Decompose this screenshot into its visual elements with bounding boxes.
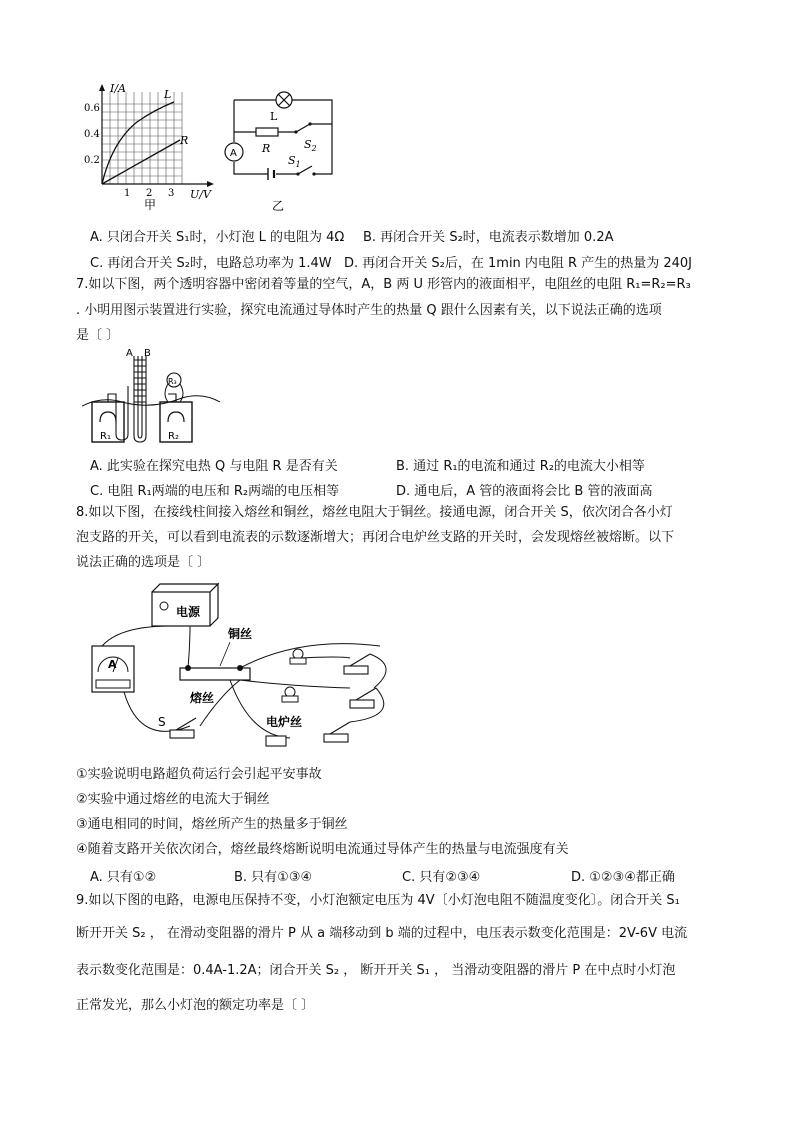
joule-heat-apparatus-figure (82, 346, 222, 446)
graph-xtick-1: 1 (124, 188, 131, 199)
q8-statement-1: ①实验说明电路超负荷运行会引起平安事故 (76, 767, 322, 782)
tube-b-label: B (144, 348, 151, 359)
resistor-label: R (262, 142, 271, 155)
q8-statement-2: ②实验中通过熔丝的电流大于铜丝 (76, 792, 270, 807)
q9-stem-line2: 断开开关 S₂ ， 在滑动变阻器的滑片 P 从 a 端移动到 b 端的过程中，电压表示数变化范围是：2V-6V 电流 (76, 926, 688, 941)
q8-option-c[interactable]: C. 只有②③④ (402, 870, 481, 885)
q8-stem-line2: 泡支路的开关，可以看到电流表的示数逐渐增大；再闭合电炉丝支路的开关时，会发现熔丝被熔断。以下 (76, 530, 675, 545)
q6-option-c[interactable]: C. 再闭合开关 S₂时，电路总功率为 1.4W (90, 256, 332, 271)
graph-ytick-0.4: 0.4 (84, 129, 100, 140)
q7-option-b[interactable]: B. 通过 R₁的电流和通过 R₂的电流大小相等 (396, 459, 645, 474)
graph-curve-l-label: L (164, 88, 172, 101)
graph-xlabel: U/V (190, 188, 211, 201)
lamp-label: L (270, 110, 278, 123)
q8-stem-line1: 8.如以下图，在接线柱间接入熔丝和铜丝，熔丝电阻大于铜丝。接通电源，闭合开关 S，依次闭合各小灯 (76, 505, 673, 520)
graph-ylabel: I/A (110, 82, 126, 95)
circuit-caption: 乙 (272, 199, 285, 213)
r1-label: R₁ (100, 431, 111, 442)
graph-xtick-3: 3 (168, 188, 175, 199)
q7-stem-line1: 7.如以下图，两个透明容器中密闭着等量的空气，A，B 两 U 形管内的液面相平，电阻丝的电阻 R₁=R₂=R₃ (76, 277, 691, 292)
q8-statement-3: ③通电相同的时间，熔丝所产生的热量多于铜丝 (76, 817, 348, 832)
q7-option-d[interactable]: D. 通电后，A 管的液面将会比 B 管的液面高 (396, 484, 653, 499)
q8-option-d[interactable]: D. ①②③④都正确 (571, 870, 675, 885)
copper-wire-label: 铜丝 (228, 627, 253, 641)
q8-stem-line3: 说法正确的选项是〔 〕 (76, 555, 211, 570)
q6-option-b[interactable]: B. 再闭合开关 S₂时，电流表示数增加 0.2A (363, 230, 614, 245)
q6-option-d[interactable]: D. 再闭合开关 S₂后，在 1min 内电阻 R 产生的热量为 240J (344, 256, 692, 271)
q8-option-a[interactable]: A. 只有①② (90, 870, 157, 885)
q9-stem-line4: 正常发光，那么小灯泡的额定功率是〔 〕 (76, 998, 315, 1013)
graph-ytick-0.2: 0.2 (84, 155, 100, 166)
iu-graph-figure (82, 82, 222, 212)
graph-curve-r-label: R (180, 134, 189, 147)
graph-xtick-2: 2 (146, 188, 153, 199)
q7-option-a[interactable]: A. 此实验在探究电热 Q 与电阻 R 是否有关 (90, 459, 338, 474)
q7-option-c[interactable]: C. 电阻 R₁两端的电压和 R₂两端的电压相等 (90, 484, 340, 499)
switch1-label: $S_1$ (288, 154, 301, 169)
graph-caption: 甲 (144, 198, 157, 212)
q7-stem-line3: 是〔 〕 (76, 328, 120, 343)
q7-stem-line2: . 小明用图示装置进行实验，探究电流通过导体时产生的热量 Q 跟什么因素有关，以下说法正确的选项 (76, 303, 662, 318)
tube-a-label: A (126, 348, 133, 359)
q9-stem-line1: 9.如以下图的电路，电源电压保持不变，小灯泡额定电压为 4V〔小灯泡电阻不随温度变化〕。闭合开关 S₁ (76, 893, 680, 908)
furnace-wire-label: 电炉丝 (266, 715, 303, 729)
graph-ytick-0.6: 0.6 (84, 103, 100, 114)
fuse-experiment-figure (80, 576, 410, 756)
ammeter-label: A (230, 148, 237, 159)
q8-statement-4: ④随着支路开关依次闭合，熔丝最终熔断说明电流通过导体产生的热量与电流强度有关 (76, 842, 569, 857)
q9-stem-line3: 表示数变化范围是：0.4A-1.2A；闭合开关 S₂ ， 断开开关 S₁ ， 当滑动变阻器的滑片 P 在中点时小灯泡 (76, 963, 676, 978)
r2-label: R₂ (168, 431, 179, 442)
main-switch-label: S (158, 715, 166, 729)
fuse-wire-label: 熔丝 (190, 691, 215, 705)
q8-option-b[interactable]: B. 只有①③④ (234, 870, 313, 885)
r3-label: R₃ (168, 377, 177, 386)
circuit-figure-b (218, 86, 344, 214)
power-supply-label: 电源 (176, 605, 201, 619)
q8-ammeter-label: A (108, 658, 117, 671)
switch2-label: $S_2$ (304, 138, 317, 153)
q6-option-a[interactable]: A. 只闭合开关 S₁时，小灯泡 L 的电阻为 4Ω (90, 230, 345, 245)
